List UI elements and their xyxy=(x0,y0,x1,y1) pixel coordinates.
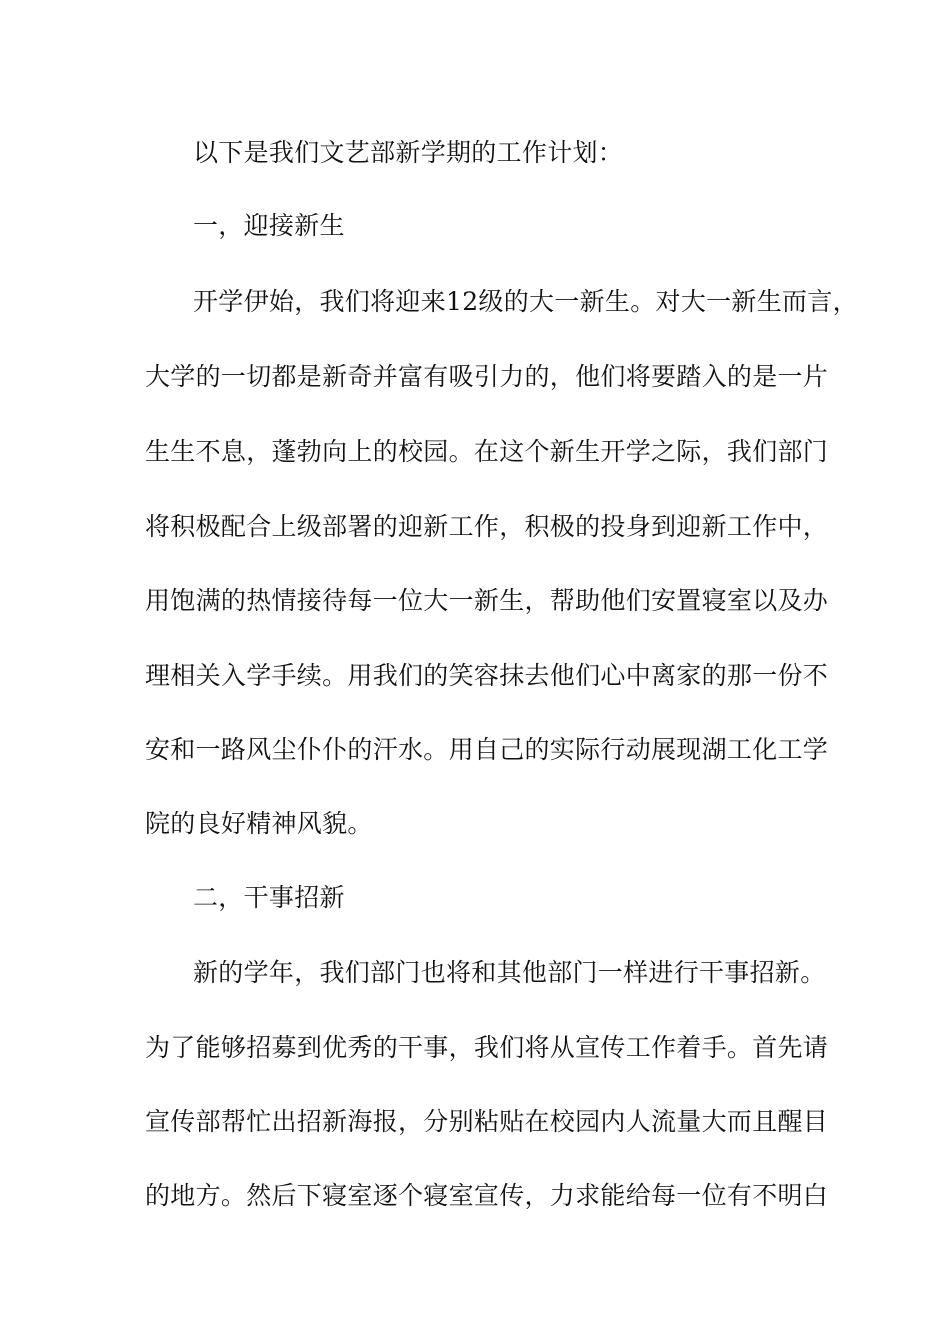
intro-text: 以下是我们文艺部新学期的工作计划： xyxy=(193,138,624,167)
section-1-line: 开学伊始，我们将迎来12级的大一新生。对大一新生而言， xyxy=(193,287,858,316)
section-2-heading: 二，干事招新 xyxy=(193,883,345,912)
section-1-line: 安和一路风尘仆仆的汗水。用自己的实际行动展现湖工化工学 xyxy=(145,735,829,764)
section-1-line: 院的良好精神风貌。 xyxy=(145,809,373,838)
section-1-line: 用饱满的热情接待每一位大一新生，帮助他们安置寝室以及办 xyxy=(145,586,829,615)
section-2-line: 为了能够招募到优秀的干事，我们将从宣传工作着手。首先请 xyxy=(145,1033,829,1062)
section-2-line: 新的学年，我们部门也将和其他部门一样进行干事招新。 xyxy=(193,958,826,987)
section-1-line: 大学的一切都是新奇并富有吸引力的，他们将要踏入的是一片 xyxy=(145,362,829,391)
section-1-line: 生生不息，蓬勃向上的校园。在这个新生开学之际，我们部门 xyxy=(145,437,829,466)
section-1-line: 理相关入学手续。用我们的笑容抹去他们心中离家的那一份不 xyxy=(145,661,829,690)
section-1-line: 将积极配合上级部署的迎新工作，积极的投身到迎新工作中， xyxy=(145,512,829,541)
section-1-heading: 一，迎接新生 xyxy=(193,211,345,240)
section-2-line: 宣传部帮忙出招新海报，分别粘贴在校园内人流量大而且醒目 xyxy=(145,1107,829,1136)
section-2-line: 的地方。然后下寝室逐个寝室宣传，力求能给每一位有不明白 xyxy=(145,1181,829,1210)
